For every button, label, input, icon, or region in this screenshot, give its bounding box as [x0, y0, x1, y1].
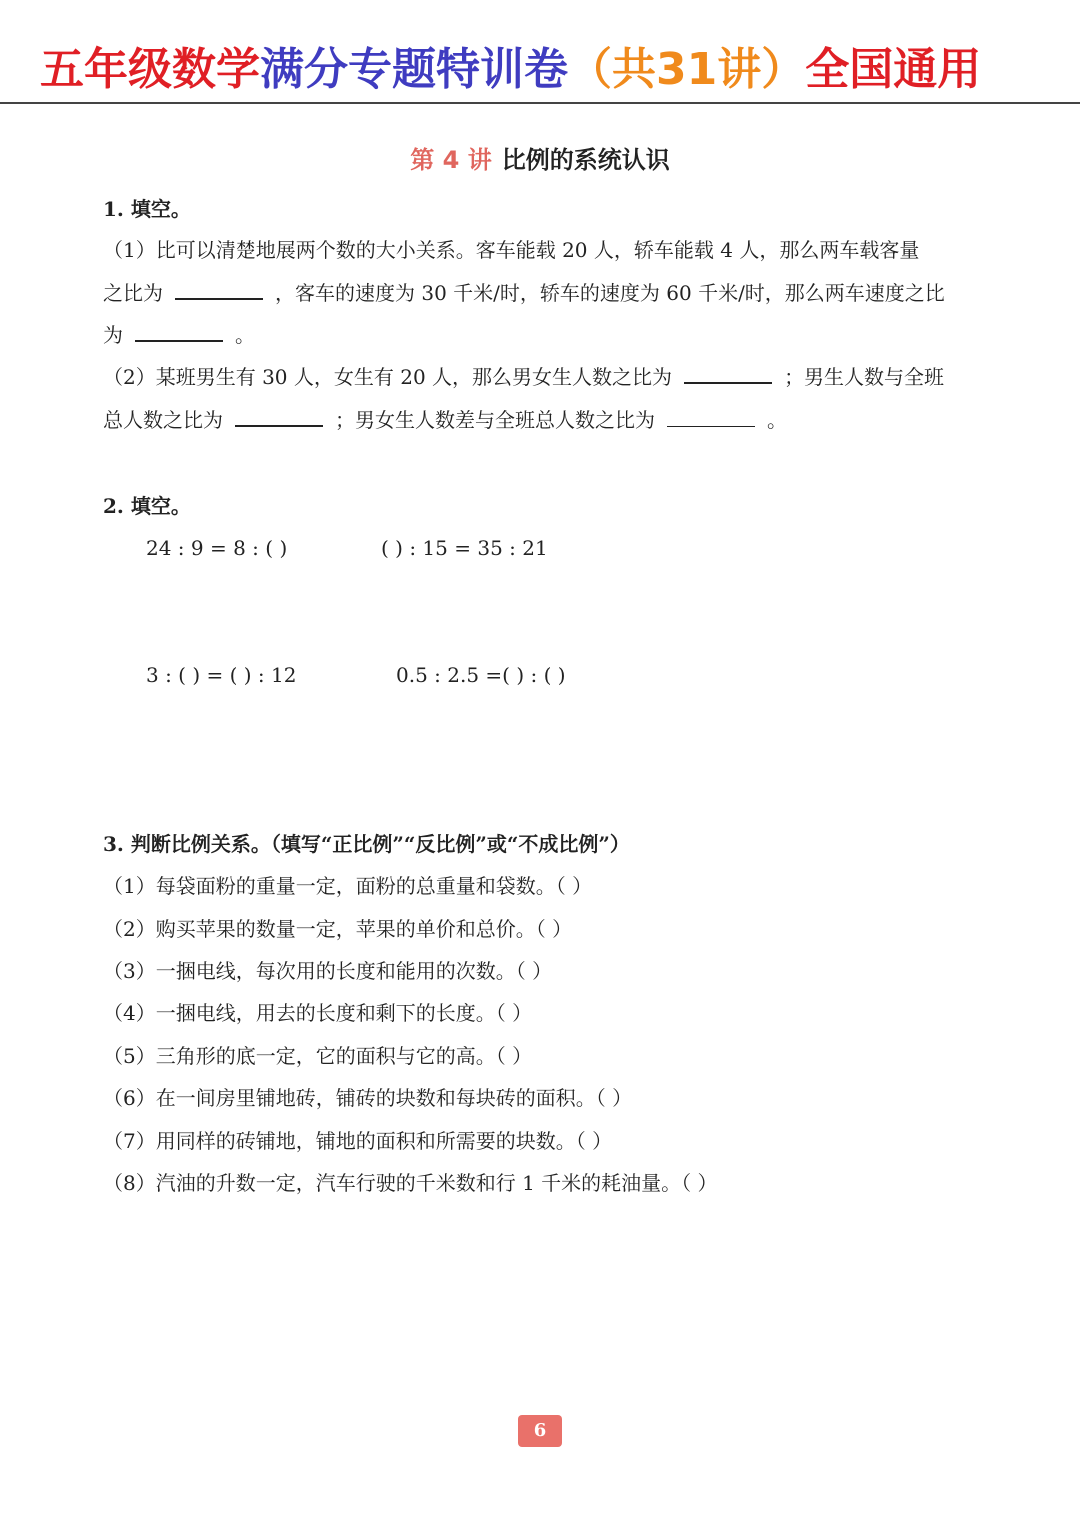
answer-blank[interactable] [667, 406, 755, 427]
q3-item: （6）在一间房里铺地砖，铺砖的块数和每块砖的面积。（ ） [103, 1086, 633, 1110]
banner-title-scope: 全国通用 [805, 44, 982, 95]
answer-blank[interactable] [175, 278, 263, 300]
q1-p1-line2 [103, 278, 945, 308]
lecture-name: 比例的系统认识 [501, 146, 670, 174]
q3-item: （1）每袋面粉的重量一定，面粉的总重量和袋数。（ ） [103, 874, 593, 898]
q1-heading: 1. 填空。 [103, 197, 191, 221]
answer-blank[interactable] [684, 362, 772, 384]
banner-title-grade: 五年级数学 [40, 44, 260, 95]
q1-p1-line3-b: 。 [235, 323, 255, 347]
banner-title [40, 40, 981, 100]
ratio-equation: 3 : ( ) = ( ) : 12 [146, 663, 297, 687]
q3-heading: 3. 判断比例关系。（填写“正比例”“反比例”或“不成比例”） [103, 832, 630, 856]
page-number-badge: 6 [518, 1415, 562, 1447]
answer-blank[interactable] [235, 405, 323, 427]
q1-p1-line3-a: 为 [103, 323, 123, 347]
lecture-title [0, 142, 1080, 178]
q1-p1-line1: （1）比可以清楚地展两个数的大小关系。客车能载 20 人，轿车能载 4 人，那么两车载客量 [103, 238, 920, 262]
q1-p1-line3 [103, 320, 255, 350]
q1-p2-line1-b: ；男生人数与全班 [784, 365, 945, 389]
banner-title-series: 满分专题特训卷 [260, 44, 568, 95]
q1-p2-line1 [103, 362, 944, 392]
answer-blank[interactable] [135, 320, 223, 342]
q3-item: （5）三角形的底一定，它的面积与它的高。（ ） [103, 1044, 533, 1068]
q3-item: （2）购买苹果的数量一定，苹果的单价和总价。（ ） [103, 917, 573, 941]
lecture-number: 第 4 讲 [410, 146, 492, 174]
q3-item: （3）一捆电线，每次用的长度和能用的次数。（ ） [103, 959, 553, 983]
ratio-equation: ( ) : 15 = 35 : 21 [381, 536, 548, 560]
q1-p1-line2-b: ，客车的速度为 30 千米/时，轿车的速度为 60 千米/时，那么两车速度之比 [275, 281, 945, 305]
q3-item: （4）一捆电线，用去的长度和剩下的长度。（ ） [103, 1001, 533, 1025]
q1-p1-line2-a: 之比为 [103, 281, 163, 305]
ratio-equation: 24 : 9 = 8 : ( ) [146, 536, 288, 560]
banner-title-count: （共31讲） [568, 44, 806, 95]
q3-item: （7）用同样的砖铺地，铺地的面积和所需要的块数。（ ） [103, 1129, 613, 1153]
q1-p2-line2 [103, 405, 787, 435]
ratio-equation: 0.5 : 2.5 =( ) : ( ) [396, 663, 566, 687]
q3-item: （8）汽油的升数一定，汽车行驶的千米数和行 1 千米的耗油量。（ ） [103, 1171, 718, 1195]
title-banner [0, 0, 1080, 104]
q1-p2-line2-c: 。 [767, 408, 787, 432]
q1-p2-line2-a: 总人数之比为 [103, 408, 223, 432]
q1-p2-line2-b: ；男女生人数差与全班总人数之比为 [335, 408, 655, 432]
q2-heading: 2. 填空。 [103, 494, 191, 518]
q1-p2-line1-a: （2）某班男生有 30 人，女生有 20 人，那么男女生人数之比为 [103, 365, 673, 389]
